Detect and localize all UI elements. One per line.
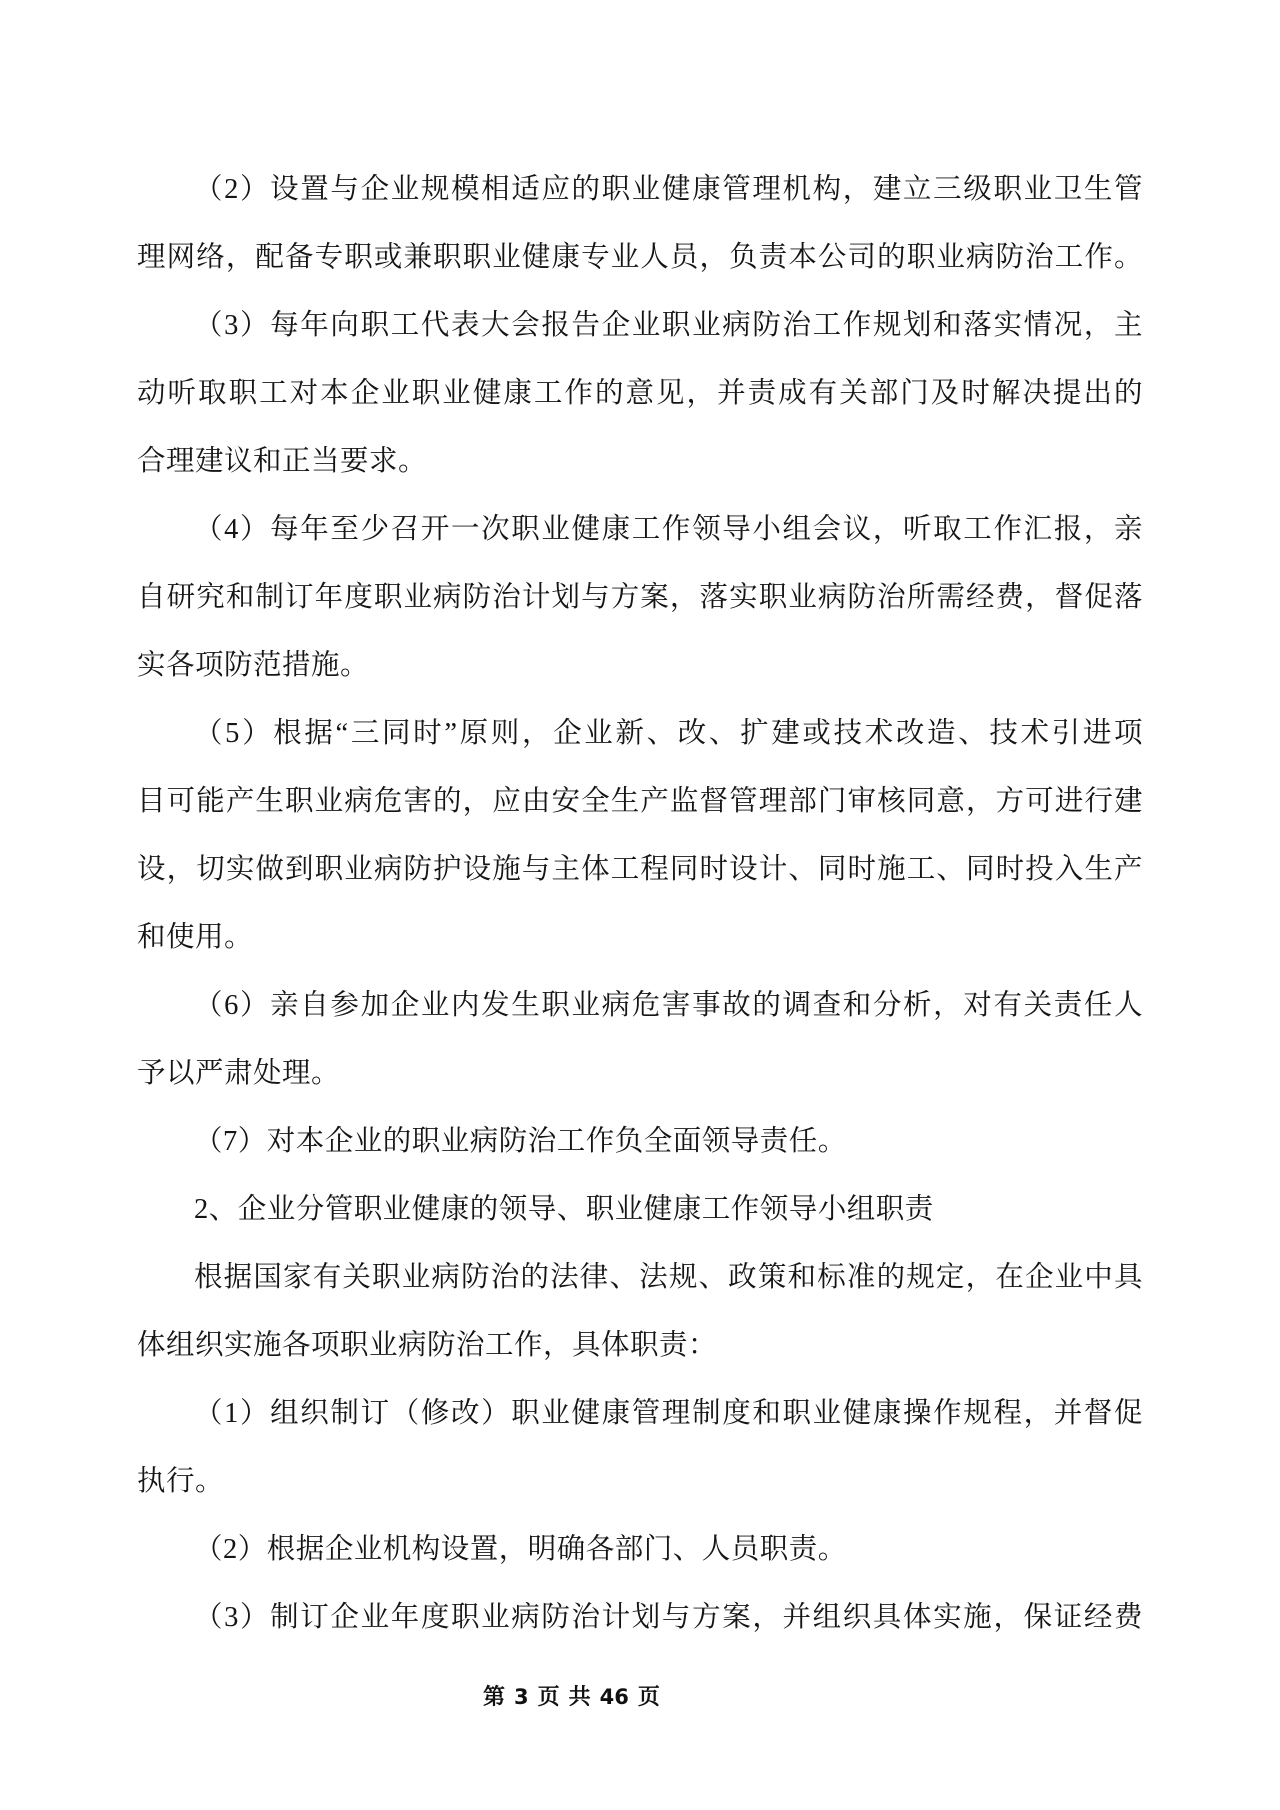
text-line: 2、企业分管职业健康的领导、职业健康工作领导小组职责 [194,1194,934,1225]
footer-page-label: 页 [537,1684,560,1709]
text-line: 体组织实施各项职业病防治工作，具体职责： [137,1330,718,1361]
footer-of-label: 共 [568,1684,591,1709]
text-line: 实各项防范措施。 [137,650,370,681]
text-line: （5）根据“三同时”原则，企业新、改、扩建或技术改造、技术引进项 [194,718,1143,749]
footer-suffix: 页 [637,1684,660,1709]
text-line: （6）亲自参加企业内发生职业病危害事故的调查和分析，对有关责任人 [194,990,1143,1021]
text-line: 执行。 [137,1466,225,1497]
text-line: 自研究和制订年度职业病防治计划与方案，落实职业病防治所需经费，督促落 [137,582,1143,613]
text-line: 根据国家有关职业病防治的法律、法规、政策和标准的规定，在企业中具 [194,1262,1143,1293]
text-line: 动听取职工对本企业职业健康工作的意见，并责成有关部门及时解决提出的 [137,378,1143,409]
footer-total-pages: 46 [599,1685,629,1709]
page-footer [483,1680,660,1711]
footer-current-page: 3 [514,1685,529,1709]
text-line: （3）制订企业年度职业病防治计划与方案，并组织具体实施，保证经费 [194,1602,1143,1633]
text-line: 理网络，配备专职或兼职职业健康专业人员，负责本公司的职业病防治工作。 [137,242,1143,273]
text-line: 予以严肃处理。 [137,1058,341,1089]
text-line: 目可能产生职业病危害的，应由安全生产监督管理部门审核同意，方可进行建 [137,786,1143,817]
text-line: 和使用。 [137,922,254,953]
text-line: 合理建议和正当要求。 [137,446,428,477]
text-line: 设，切实做到职业病防护设施与主体工程同时设计、同时施工、同时投入生产 [137,854,1143,885]
text-line: （3）每年向职工代表大会报告企业职业病防治工作规划和落实情况，主 [194,310,1143,341]
document-lines [137,156,1143,1652]
text-line: （2）根据企业机构设置，明确各部门、人员职责。 [194,1534,847,1565]
text-line: （7）对本企业的职业病防治工作负全面领导责任。 [194,1126,847,1157]
footer-prefix: 第 [483,1684,506,1709]
text-line: （4）每年至少召开一次职业健康工作领导小组会议，听取工作汇报，亲 [194,514,1143,545]
text-line: （1）组织制订（修改）职业健康管理制度和职业健康操作规程，并督促 [194,1398,1143,1429]
text-line: （2）设置与企业规模相适应的职业健康管理机构，建立三级职业卫生管 [194,174,1143,205]
